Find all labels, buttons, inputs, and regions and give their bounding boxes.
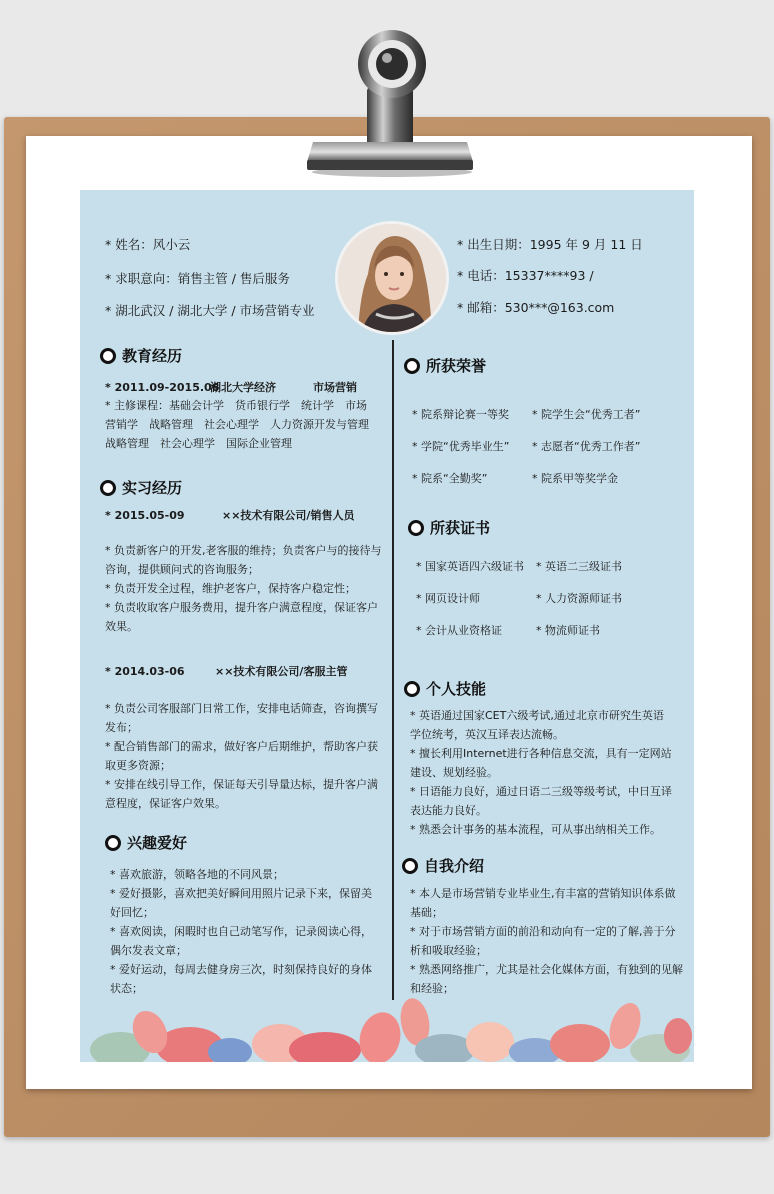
honor-item: * 学院“优秀毕业生” bbox=[412, 440, 510, 453]
birth-date-line: * 出生日期：1995 年 9 月 11 日 bbox=[457, 237, 643, 252]
bullet-circle-icon bbox=[408, 520, 424, 536]
floral-border-icon bbox=[80, 992, 694, 1062]
about-heading-label: 自我介绍 bbox=[424, 857, 485, 875]
job-company: ××技术有限公司/客服主管 bbox=[215, 665, 348, 678]
bullet-circle-icon bbox=[100, 480, 116, 496]
job-company: ××技术有限公司/销售人员 bbox=[222, 509, 355, 522]
skill-line: 学位统考，英汉互译表达流畅。 bbox=[410, 728, 564, 741]
hobby-line: * 爱好摄影，喜欢把美好瞬间用照片记录下来，保留美 bbox=[110, 887, 372, 900]
avatar bbox=[335, 221, 449, 335]
skill-line: * 日语能力良好，通过日语二三级等级考试，中日互译 bbox=[410, 785, 672, 798]
skill-line: * 熟悉会计事务的基本流程，可从事出纳相关工作。 bbox=[410, 823, 661, 836]
job-line: 咨询，提供顾问式的咨询服务； bbox=[105, 563, 259, 576]
job-line: * 负责新客户的开发,老客服的维持；负责客户与的接待与 bbox=[105, 544, 382, 557]
job-date: * 2015.05-09 bbox=[105, 509, 185, 522]
certificate-item: * 网页设计师 bbox=[416, 592, 480, 605]
about-line: * 对于市场营销方面的前沿和动向有一定的了解,善于分 bbox=[410, 925, 676, 938]
hobby-line: * 喜欢阅读，闲暇时也自己动笔写作，记录阅读心得， bbox=[110, 925, 372, 938]
education-date: * 2011.09-2015.06 bbox=[105, 381, 220, 394]
honor-item: * 志愿者“优秀工作者” bbox=[532, 440, 641, 453]
location-school-line: * 湖北武汉 / 湖北大学 / 市场营销专业 bbox=[105, 303, 315, 318]
job-line: 意程度，保证客户效果。 bbox=[105, 797, 226, 810]
bullet-circle-icon bbox=[100, 348, 116, 364]
education-line: 营销学 战略管理 社会心理学 人力资源开发与管理 bbox=[105, 418, 369, 431]
skill-line: * 英语通过国家CET六级考试,通过北京市研究生英语 bbox=[410, 709, 664, 722]
certificate-item: * 国家英语四六级证书 bbox=[416, 560, 524, 573]
email-line: * 邮箱：530***@163.com bbox=[457, 300, 615, 315]
job-line: * 负责开发全过程，维护老客户，保持客户稳定性； bbox=[105, 582, 356, 595]
job-line: * 负责公司客服部门日常工作，安排电话筛查，咨询撰写 bbox=[105, 702, 378, 715]
certificate-item: * 物流师证书 bbox=[536, 624, 600, 637]
job-line: * 配合销售部门的需求，做好客户后期维护，帮助客户获 bbox=[105, 740, 378, 753]
resume-sheet bbox=[80, 190, 694, 1062]
certificate-item: * 会计从业资格证 bbox=[416, 624, 502, 637]
bullet-circle-icon bbox=[404, 681, 420, 697]
honor-item: * 院学生会“优秀工者” bbox=[532, 408, 641, 421]
binder-clip-icon bbox=[305, 22, 475, 177]
name-line: * 姓名：风小云 bbox=[105, 237, 191, 252]
portrait-icon bbox=[338, 224, 446, 332]
education-line: 战略管理 社会心理学 国际企业管理 bbox=[105, 437, 292, 450]
bullet-circle-icon bbox=[105, 835, 121, 851]
education-line: * 主修课程：基础会计学 货币银行学 统计学 市场 bbox=[105, 399, 367, 412]
job-line: * 安排在线引导工作，保证每天引导量达标，提升客户满 bbox=[105, 778, 378, 791]
about-line: * 本人是市场营销专业毕业生,有丰富的营销知识体系做 bbox=[410, 887, 676, 900]
certificate-item: * 人力资源师证书 bbox=[536, 592, 622, 605]
hobby-line: * 喜欢旅游，领略各地的不同风景； bbox=[110, 868, 284, 881]
skill-line: * 擅长利用Internet进行各种信息交流，具有一定网站 bbox=[410, 747, 672, 760]
job-date: * 2014.03-06 bbox=[105, 665, 185, 678]
education-school: 湖北大学经济 bbox=[210, 381, 276, 394]
honor-item: * 院系“全勤奖” bbox=[412, 472, 488, 485]
job-line: 取更多资源； bbox=[105, 759, 171, 772]
certificates-heading-label: 所获证书 bbox=[430, 519, 491, 537]
about-line: 和经验； bbox=[410, 982, 454, 995]
hobby-line: 状态； bbox=[110, 982, 143, 995]
bullet-circle-icon bbox=[404, 358, 420, 374]
about-line: * 熟悉网络推广，尤其是社会化媒体方面，有独到的见解 bbox=[410, 963, 683, 976]
hobby-line: 偶尔发表文章； bbox=[110, 944, 187, 957]
about-line: 基础； bbox=[410, 906, 443, 919]
job-line: * 负责收取客户服务费用，提升客户满意程度，保证客户 bbox=[105, 601, 378, 614]
hobby-line: 好回忆； bbox=[110, 906, 154, 919]
phone-line: * 电话：15337****93 / bbox=[457, 268, 594, 283]
honor-item: * 院系甲等奖学金 bbox=[532, 472, 618, 485]
honor-item: * 院系辩论赛一等奖 bbox=[412, 408, 509, 421]
certificate-item: * 英语二三级证书 bbox=[536, 560, 622, 573]
education-major: 市场营销 bbox=[313, 381, 357, 394]
skills-heading-label: 个人技能 bbox=[426, 680, 487, 698]
job-line: 效果。 bbox=[105, 620, 138, 633]
job-line: 发布； bbox=[105, 721, 138, 734]
hobby-line: * 爱好运动，每周去健身房三次，时刻保持良好的身体 bbox=[110, 963, 372, 976]
skill-line: 表达能力良好。 bbox=[410, 804, 487, 817]
internship-heading-label: 实习经历 bbox=[122, 479, 183, 497]
skill-line: 建设、规划经验。 bbox=[410, 766, 498, 779]
honors-heading-label: 所获荣誉 bbox=[426, 357, 487, 375]
about-line: 析和吸取经验； bbox=[410, 944, 487, 957]
column-divider bbox=[392, 340, 394, 1000]
bullet-circle-icon bbox=[402, 858, 418, 874]
job-intent-line: * 求职意向：销售主管 / 售后服务 bbox=[105, 271, 290, 286]
hobbies-heading-label: 兴趣爱好 bbox=[127, 834, 188, 852]
education-heading-label: 教育经历 bbox=[122, 347, 183, 365]
